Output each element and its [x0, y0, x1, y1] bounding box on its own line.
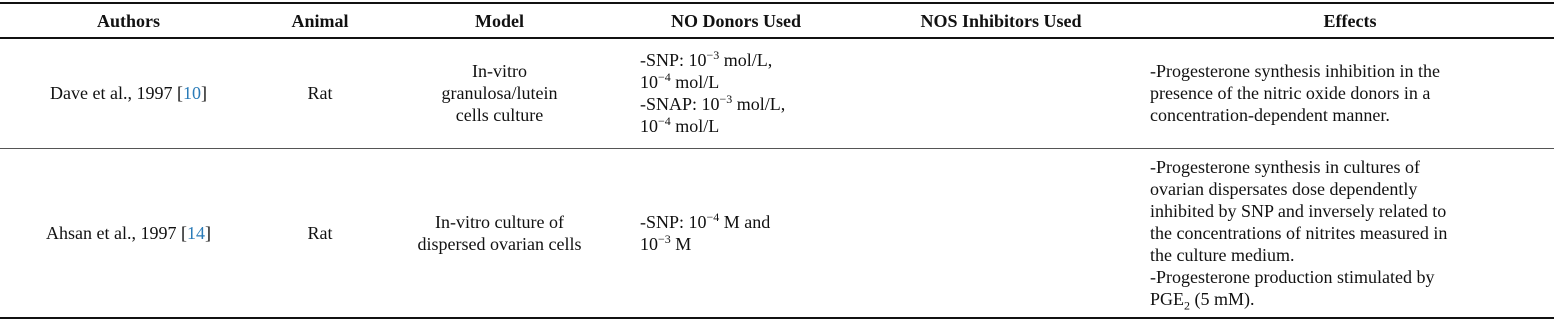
donor-unit: mol/L [670, 72, 720, 93]
donor-unit: mol/L, [719, 50, 773, 71]
donor-unit: M and [719, 211, 771, 232]
effect-line: ovarian dispersates dose dependently [1150, 178, 1418, 199]
exponent: −3 [706, 48, 720, 63]
effect-line: presence of the nitric oxide donors in a [1150, 83, 1431, 104]
effect-line: the concentrations of nitrites measured in [1150, 222, 1448, 243]
cell-no-donors [616, 38, 856, 148]
donor-line [640, 49, 850, 71]
cell-nos-inhibitors [856, 38, 1146, 148]
donor-text: 10 [640, 233, 658, 254]
table-body [0, 38, 1554, 318]
effect-line: inhibited by SNP and inversely related to [1150, 200, 1447, 221]
exponent: −4 [658, 70, 671, 85]
exponent: −3 [719, 92, 733, 107]
effect-line: concentration-dependent manner. [1150, 105, 1390, 126]
citation-bracket: ] [204, 222, 211, 243]
donor-text: 10 [640, 72, 658, 93]
donor-text: -SNP: 10 [640, 50, 707, 71]
donor-line [640, 115, 850, 137]
model-line: In-vitro [472, 61, 527, 82]
effect-line: -Progesterone synthesis inhibition in the [1150, 61, 1440, 82]
header-animal: Animal [291, 10, 349, 31]
model-line: dispersed ovarian cells [417, 233, 582, 254]
cell-no-donors [616, 148, 856, 318]
donor-text: -SNAP: 10 [640, 94, 720, 115]
author-citation: Ahsan et al., 1997 [ [46, 222, 187, 243]
donor-line [640, 233, 850, 255]
model-line: In-vitro culture of [435, 211, 564, 232]
header-authors: Authors [96, 10, 160, 31]
donor-unit: mol/L [670, 116, 720, 137]
model-line: granulosa/lutein [441, 83, 558, 104]
effect-line: -Progesterone production stimulated by [1150, 266, 1435, 287]
donor-text: -SNP: 10 [640, 211, 707, 232]
effect-text: (5 mM). [1190, 288, 1255, 309]
table-row [0, 148, 1554, 318]
table-row [0, 38, 1554, 148]
table-header [0, 3, 1554, 38]
header-model: Model [475, 10, 524, 31]
effect-text: PGE [1150, 288, 1185, 309]
effect-line [1150, 288, 1546, 313]
citation-bracket: ] [200, 83, 207, 104]
header-no-donors: NO Donors Used [670, 10, 801, 31]
cell-effects [1146, 38, 1554, 148]
cell-effects [1146, 148, 1554, 318]
effect-line: -Progesterone synthesis in cultures of [1150, 156, 1420, 177]
donor-line [640, 71, 850, 93]
author-citation: Dave et al., 1997 [ [50, 83, 183, 104]
cell-authors [0, 38, 257, 148]
cell-nos-inhibitors [856, 148, 1146, 318]
header-nos-inhibitors: NOS Inhibitors Used [920, 10, 1082, 31]
cell-model [383, 38, 616, 148]
reference-link[interactable]: 14 [186, 222, 205, 243]
subscript: 2 [1184, 298, 1191, 313]
exponent: −4 [658, 114, 671, 129]
cell-animal: Rat [307, 222, 333, 243]
donor-line [640, 93, 850, 115]
donor-unit: mol/L, [732, 94, 786, 115]
cell-animal: Rat [307, 83, 333, 104]
header-effects: Effects [1323, 10, 1377, 31]
exponent: −3 [658, 231, 671, 246]
exponent: −4 [706, 209, 720, 224]
donor-line [640, 211, 850, 233]
header-row [0, 3, 1554, 38]
cell-model [383, 148, 616, 318]
reference-link[interactable]: 10 [182, 83, 201, 104]
cell-authors [0, 148, 257, 318]
donor-unit: M [670, 233, 692, 254]
donor-text: 10 [640, 116, 658, 137]
effect-line: the culture medium. [1150, 244, 1295, 265]
model-line: cells culture [455, 105, 544, 126]
studies-table [0, 2, 1554, 319]
